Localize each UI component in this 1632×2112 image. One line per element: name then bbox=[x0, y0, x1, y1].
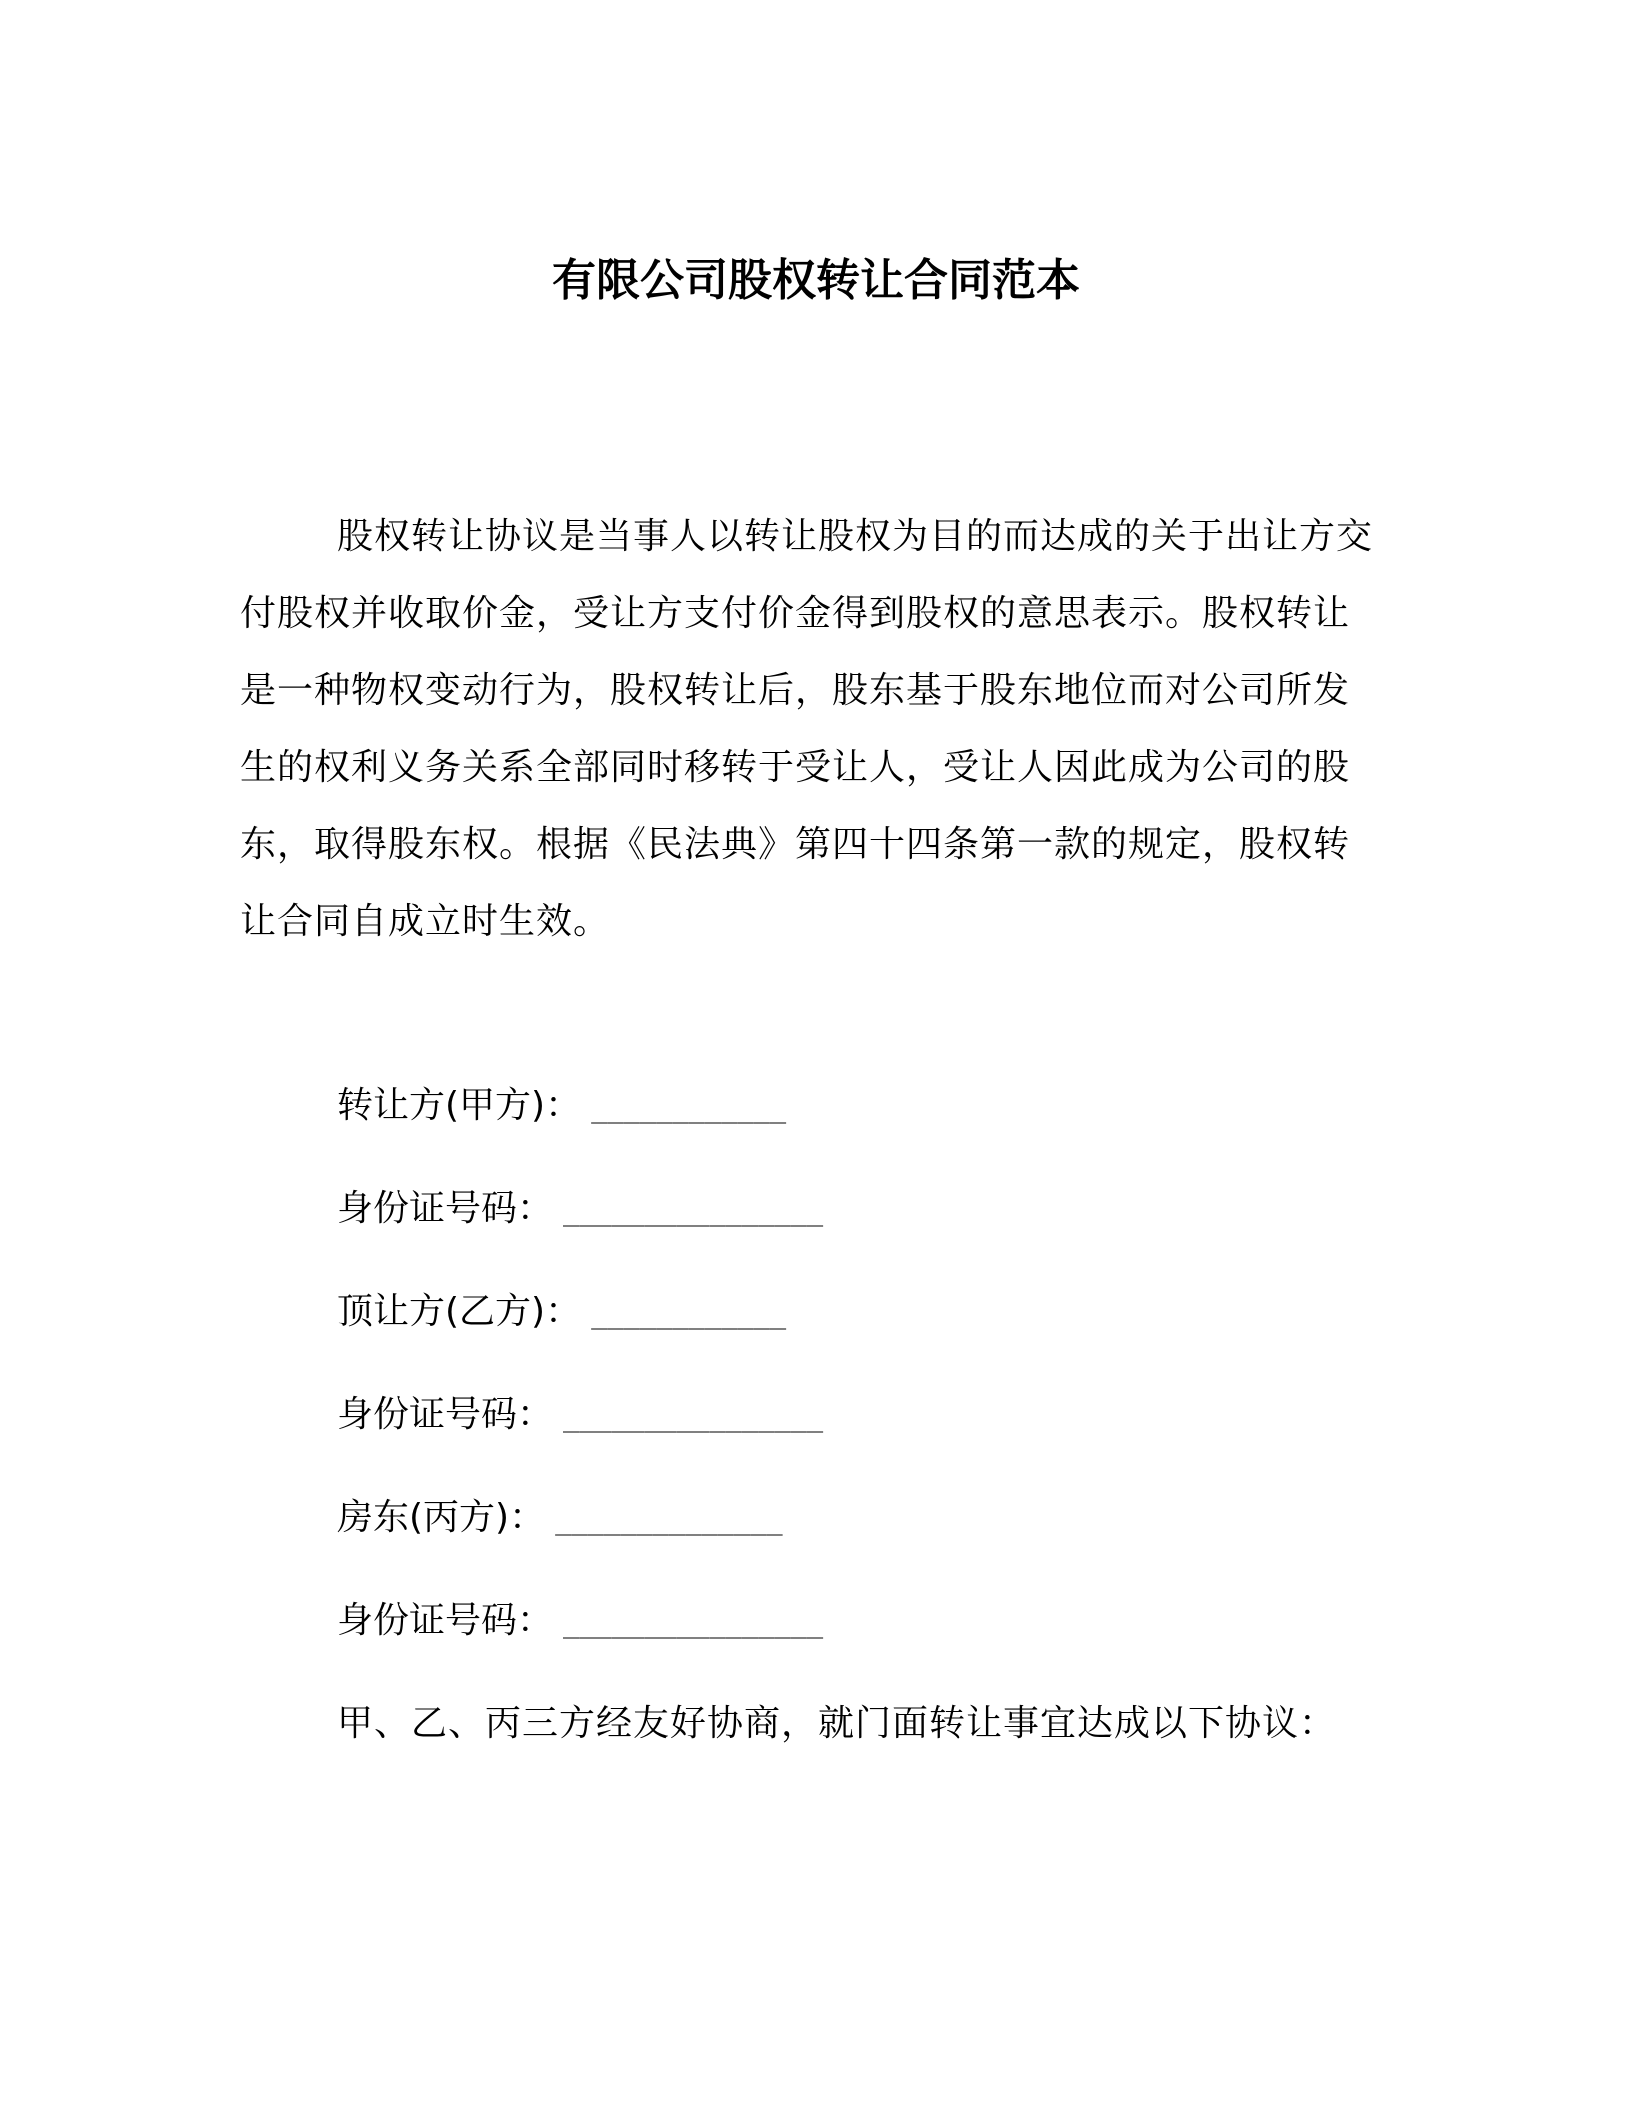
field-label: 转让方(甲方)： bbox=[337, 1085, 582, 1126]
intro-paragraph bbox=[240, 498, 1440, 960]
paragraph-line: 付股权并收取价金，受让方支付价金得到股权的意思表示。股权转让 bbox=[240, 593, 1351, 634]
field-landlord-id bbox=[337, 1593, 1537, 1696]
paragraph-line: 是一种物权变动行为，股权转让后，股东基于股东地位而对公司所发 bbox=[240, 670, 1351, 711]
field-label: 房东(丙方)： bbox=[337, 1497, 546, 1538]
party-fields bbox=[337, 1078, 1537, 1752]
fill-in-blank[interactable]: ____________ bbox=[591, 1299, 787, 1330]
field-transferor bbox=[337, 1078, 1537, 1181]
field-transferor-id bbox=[337, 1181, 1537, 1284]
field-transferee bbox=[337, 1284, 1537, 1387]
document-title: 有限公司股权转让合同范本 bbox=[552, 255, 1080, 307]
field-landlord bbox=[337, 1490, 1537, 1593]
fill-in-blank[interactable]: ________________ bbox=[563, 1196, 824, 1227]
field-transferee-id bbox=[337, 1387, 1537, 1490]
fill-in-blank[interactable]: ______________ bbox=[555, 1505, 783, 1536]
field-label: 身份证号码： bbox=[337, 1394, 554, 1435]
paragraph-line: 股权转让协议是当事人以转让股权为目的而达成的关于出让方交 bbox=[337, 516, 1374, 557]
fill-in-blank[interactable]: ________________ bbox=[563, 1608, 824, 1639]
fill-in-blank[interactable]: ________________ bbox=[563, 1402, 824, 1433]
field-label: 顶让方(乙方)： bbox=[337, 1291, 582, 1332]
fill-in-blank[interactable]: ____________ bbox=[591, 1093, 787, 1124]
field-label: 身份证号码： bbox=[337, 1600, 554, 1641]
field-label: 身份证号码： bbox=[337, 1188, 554, 1229]
closing-statement: 甲、乙、丙三方经友好协商，就门面转让事宜达成以下协议： bbox=[337, 1703, 1337, 1744]
paragraph-line: 东，取得股东权。根据《民法典》第四十四条第一款的规定，股权转 bbox=[240, 824, 1351, 865]
paragraph-line: 让合同自成立时生效。 bbox=[240, 901, 611, 942]
paragraph-line: 生的权利义务关系全部同时移转于受让人，受让人因此成为公司的股 bbox=[240, 747, 1351, 788]
